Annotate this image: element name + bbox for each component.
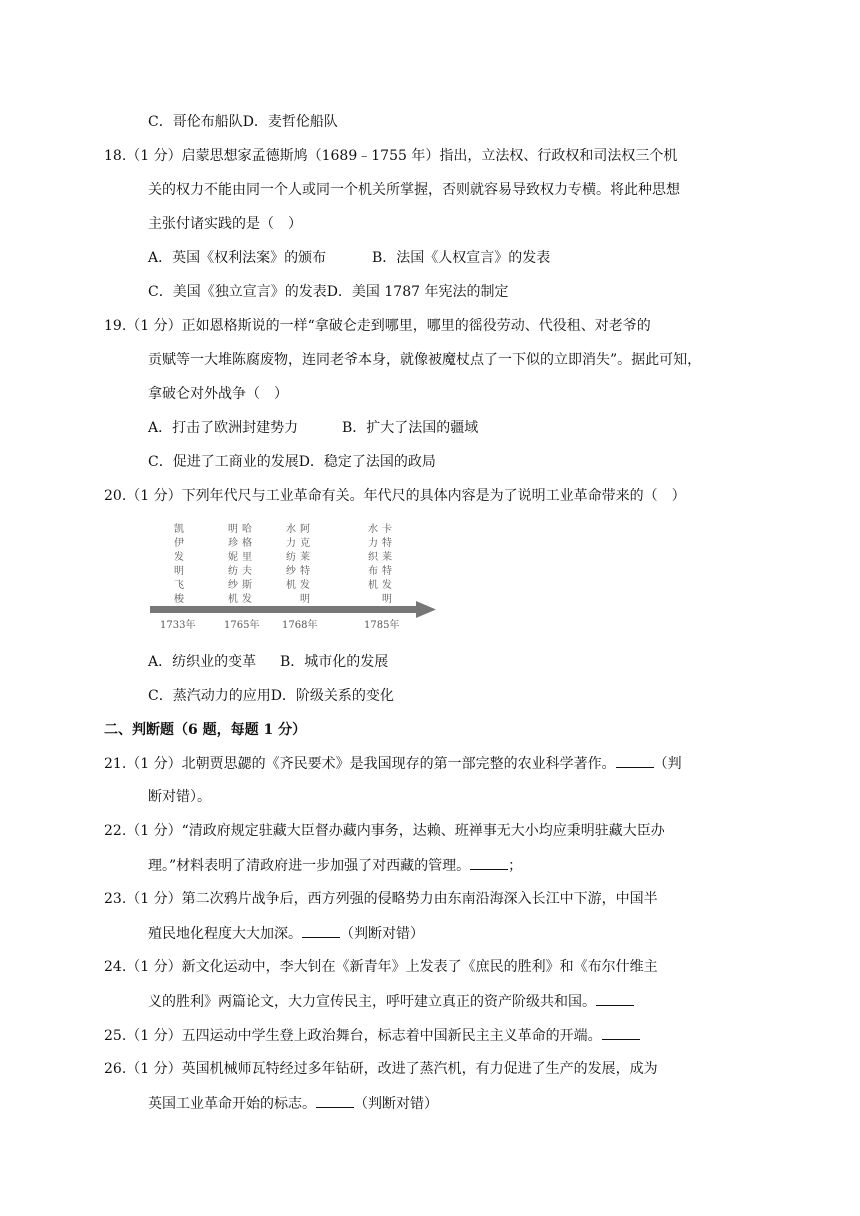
svg-text:特: 特 — [300, 566, 310, 577]
q23-text-a: 殖民地化程度大大加深。 — [148, 926, 302, 942]
svg-text:特: 特 — [382, 566, 392, 577]
svg-text:明: 明 — [300, 594, 310, 605]
q22-text-b: ； — [508, 858, 523, 874]
answer-blank[interactable] — [302, 923, 340, 938]
q20-options-cd: C．蒸汽动力的应用D．阶级关系的变化 — [148, 688, 394, 704]
q18-line3: 主张付诸实践的是（ ） — [148, 216, 302, 232]
svg-text:水: 水 — [368, 524, 378, 535]
svg-text:卡: 卡 — [382, 524, 392, 535]
svg-text:布: 布 — [368, 566, 378, 577]
svg-text:明: 明 — [228, 524, 238, 535]
q26-line1: 26.（1 分）英国机械师瓦特经过多年钻研，改进了蒸汽机，有力促进了生产的发展，成为 — [104, 1061, 658, 1077]
svg-text:纺: 纺 — [228, 566, 238, 577]
svg-text:发: 发 — [300, 580, 310, 591]
timeline-event-1 — [174, 522, 185, 605]
q22-text-a: 理。”材料表明了清政府进一步加强了对西藏的管理。 — [148, 858, 471, 874]
svg-text:妮: 妮 — [228, 552, 238, 563]
q19-option-b: B．扩大了法国的疆域 — [342, 420, 479, 436]
svg-text:克: 克 — [300, 538, 310, 549]
svg-text:织: 织 — [368, 552, 378, 563]
q24-text: 义的胜利》两篇论文，大力宣传民主，呼吁建立真正的资产阶级共和国。 — [148, 994, 596, 1010]
svg-text:飞: 飞 — [174, 580, 184, 591]
timeline-event-3 — [286, 522, 310, 605]
timeline-label-1: 1733年 — [160, 620, 196, 631]
q21-text-a: 21.（1 分）北朝贾思勰的《齐民要术》是我国现存的第一部完整的农业科学著作。 — [104, 756, 616, 772]
svg-text:力: 力 — [368, 538, 378, 549]
q24-line2 — [148, 991, 634, 1011]
q20-option-a: A．纺织业的变革 — [148, 654, 257, 670]
q19-line2: 贡赋等一大堆陈腐废物，连同老爷本身，就像被魔杖点了一下似的立即消失”。据此可知， — [148, 352, 702, 368]
answer-blank[interactable] — [596, 991, 634, 1006]
svg-text:莱: 莱 — [300, 552, 310, 563]
q21-line1 — [104, 753, 682, 773]
q19-line3: 拿破仑对外战争（ ） — [148, 386, 288, 402]
svg-text:明: 明 — [174, 566, 184, 577]
q24-line1: 24.（1 分）新文化运动中，李大钊在《新青年》上发表了《庶民的胜利》和《布尔什维主 — [104, 959, 658, 975]
svg-text:发: 发 — [174, 552, 184, 563]
timeline-label-2: 1765年 — [224, 620, 260, 631]
svg-text:伊: 伊 — [174, 538, 184, 549]
svg-text:机: 机 — [368, 580, 378, 591]
q19-options-cd: C．促进了工商业的发展D．稳定了法国的政局 — [148, 454, 436, 470]
svg-text:哈: 哈 — [242, 524, 252, 535]
q21-line2: 断对错）。 — [148, 789, 211, 805]
q17-options-cd: C．哥伦布船队D．麦哲伦船队 — [148, 114, 338, 130]
q25-line1 — [104, 1025, 640, 1045]
q20-line1: 20.（1 分）下列年代尺与工业革命有关。年代尺的具体内容是为了说明工业革命带来的（ ） — [104, 488, 686, 504]
timeline-label-3: 1768年 — [282, 620, 318, 631]
svg-text:凯: 凯 — [174, 524, 184, 535]
q21-text-b: （判 — [653, 756, 682, 772]
q18-option-a: A．英国《权利法案》的颁布 — [148, 250, 327, 266]
svg-text:斯: 斯 — [242, 580, 252, 591]
q26-text-b: （判断对错） — [354, 1096, 438, 1112]
svg-text:里: 里 — [242, 552, 252, 563]
q19-option-a: A．打击了欧洲封建势力 — [148, 420, 299, 436]
svg-text:夫: 夫 — [242, 566, 252, 577]
svg-text:机: 机 — [228, 594, 238, 605]
timeline-figure — [148, 516, 440, 634]
q22-line1: 22.（1 分）“清政府规定驻藏大臣督办藏内事务，达赖、班禅事无大小均应秉明驻藏大臣办 — [104, 823, 665, 839]
q23-line1: 23.（1 分）第二次鸦片战争后，西方列强的侵略势力由东南沿海深入长江中下游，中国半 — [104, 891, 658, 907]
svg-text:格: 格 — [242, 538, 252, 549]
section-title: 二、判断题（6 题，每题 1 分） — [104, 722, 307, 738]
q23-text-b: （判断对错） — [340, 926, 424, 942]
svg-text:明: 明 — [382, 594, 392, 605]
q18-line1: 18.（1 分）启蒙思想家孟德斯鸠（1689﹣1755 年）指出，立法权、行政权和司法权三个机 — [104, 148, 678, 164]
svg-text:发: 发 — [382, 580, 392, 591]
svg-text:纱: 纱 — [228, 580, 238, 591]
q20-option-b: B．城市化的发展 — [280, 654, 389, 670]
q18-option-b: B．法国《人权宣言》的发表 — [372, 250, 551, 266]
timeline-event-4 — [368, 522, 392, 605]
q23-line2 — [148, 923, 424, 943]
answer-blank[interactable] — [316, 1093, 354, 1108]
answer-blank[interactable] — [616, 753, 654, 768]
svg-text:纺: 纺 — [286, 552, 296, 563]
svg-text:梭: 梭 — [174, 594, 184, 605]
timeline-arrow — [150, 601, 436, 618]
svg-text:珍: 珍 — [228, 538, 238, 549]
q18-line2: 关的权力不能由同一个人或同一个机关所掌握，否则就容易导致权力专横。将此种思想 — [148, 182, 680, 198]
svg-text:莱: 莱 — [382, 552, 392, 563]
timeline-event-2 — [228, 522, 252, 605]
svg-text:阿: 阿 — [300, 524, 310, 535]
answer-blank[interactable] — [470, 855, 508, 870]
q19-line1: 19.（1 分）正如恩格斯说的一样“拿破仑走到哪里，哪里的徭役劳动、代役租、对老爷的 — [104, 318, 651, 334]
svg-text:特: 特 — [382, 538, 392, 549]
q22-line2 — [148, 855, 522, 875]
q26-line2 — [148, 1093, 438, 1113]
timeline-label-4: 1785年 — [364, 620, 400, 631]
svg-text:水: 水 — [286, 524, 296, 535]
q25-text: 25.（1 分）五四运动中学生登上政治舞台，标志着中国新民主主义革命的开端。 — [104, 1028, 602, 1044]
q18-options-cd: C．美国《独立宣言》的发表D．美国 1787 年宪法的制定 — [148, 284, 509, 300]
svg-text:机: 机 — [286, 580, 296, 591]
q26-text-a: 英国工业革命开始的标志。 — [148, 1096, 316, 1112]
svg-text:发: 发 — [242, 594, 252, 605]
svg-text:力: 力 — [286, 538, 296, 549]
answer-blank[interactable] — [602, 1025, 640, 1040]
svg-text:纱: 纱 — [286, 566, 296, 577]
